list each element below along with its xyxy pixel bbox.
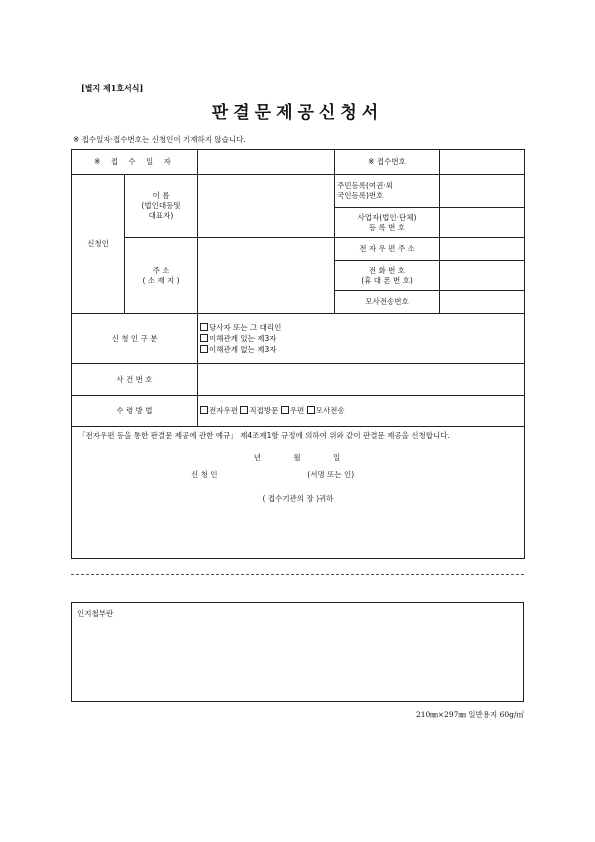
applicant-section-label: 신청인: [72, 175, 125, 314]
option-label: 이해관계 없는 제3자: [209, 345, 277, 354]
receipt-method-option-fax[interactable]: [307, 406, 345, 415]
checkbox-icon[interactable]: [281, 406, 289, 414]
name-label-line3: 대표자): [148, 211, 174, 220]
resident-number-label: [335, 175, 440, 208]
option-label: 우편: [289, 406, 305, 415]
applicant-type-option-party[interactable]: [200, 322, 522, 333]
checkbox-icon[interactable]: [200, 323, 208, 331]
checkbox-icon[interactable]: [307, 406, 315, 414]
option-label: 직접방문: [249, 406, 279, 415]
receipt-method-option-mail[interactable]: [281, 406, 305, 415]
fax-field[interactable]: [440, 291, 525, 314]
business-number-label-line2: 등 록 번 호: [368, 222, 406, 232]
receipt-number-label: ※ 접수번호: [335, 150, 440, 175]
day-label: 일: [333, 453, 343, 462]
date-line: [78, 453, 518, 463]
resident-number-label-line1: 주민등록(여권·외: [337, 181, 394, 190]
revenue-stamp-box: [71, 602, 524, 702]
notice-text: ※ 접수일자·접수번호는 신청인이 기재하지 않습니다.: [73, 135, 246, 144]
receipt-date-label: ※ 접 수 일 자: [72, 150, 198, 175]
business-number-label: [335, 208, 440, 238]
phone-label-line2: (휴 대 폰 번 호): [361, 275, 413, 285]
checkbox-icon[interactable]: [240, 406, 248, 414]
application-form-table: [71, 149, 525, 559]
resident-number-label-line2: 국인등록)번호: [337, 191, 384, 200]
case-number-label: 사 건 번 호: [72, 364, 198, 396]
signer-label: 신 청 인: [191, 470, 218, 479]
signature-line: [78, 470, 518, 480]
fax-label: 모사전송번호: [335, 291, 440, 314]
applicant-type-label: 신 청 인 구 분: [72, 314, 198, 364]
page-title: 판결문제공신청서: [211, 103, 384, 123]
business-number-label-line1: 사업자(법인·단체): [357, 212, 417, 222]
receipt-number-field: [440, 150, 525, 175]
resident-number-field[interactable]: [440, 175, 525, 208]
address-label-line1: 주 소: [152, 265, 170, 275]
case-number-field[interactable]: [198, 364, 525, 396]
receipt-date-field: [198, 150, 335, 175]
applicant-type-option-interested[interactable]: [200, 333, 522, 344]
checkbox-icon[interactable]: [200, 334, 208, 342]
form-number: [별지 제1호서식]: [81, 83, 144, 93]
applicant-type-option-uninterested[interactable]: [200, 344, 522, 355]
address-label-line2: ( 소 재 지 ): [142, 275, 180, 285]
checkbox-icon[interactable]: [200, 406, 208, 414]
stamp-label: 인지첩부란: [77, 609, 114, 618]
option-label: 이해관계 있는 제3자: [209, 334, 277, 343]
email-label: 전 자 우 편 주 소: [335, 238, 440, 261]
address-field[interactable]: [198, 238, 335, 314]
year-label: 년: [253, 453, 263, 462]
receipt-method-options: [198, 396, 525, 427]
declaration-text: 「전자우편 등을 통한 판결문 제공에 관한 예규」 제4조제1항 규정에 의하여 위와 같이 판결문 제공을 신청합니다.: [78, 431, 450, 440]
signature-label: (서명 또는 인): [307, 470, 355, 479]
cut-line: [71, 574, 524, 575]
applicant-type-options: [198, 314, 525, 364]
name-field[interactable]: [198, 175, 335, 238]
address-label: [125, 238, 198, 314]
name-label: [125, 175, 198, 238]
receipt-method-option-visit[interactable]: [240, 406, 278, 415]
name-label-line2: (법인대등및: [141, 201, 181, 210]
receipt-method-label: 수 령 방 법: [72, 396, 198, 427]
phone-field[interactable]: [440, 261, 525, 291]
option-label: 전자우편: [209, 406, 238, 415]
phone-label: [335, 261, 440, 291]
paper-spec: 210㎜×297㎜ 일반용지 60g/㎡: [415, 710, 524, 719]
name-label-line1: 이 름: [152, 191, 170, 200]
email-field[interactable]: [440, 238, 525, 261]
checkbox-icon[interactable]: [200, 345, 208, 353]
option-label: 당사자 또는 그 대리인: [209, 323, 282, 332]
business-number-field[interactable]: [440, 208, 525, 238]
phone-label-line1: 전 화 번 호: [368, 265, 406, 275]
month-label: 월: [293, 453, 303, 462]
option-label: 모사전송: [315, 406, 345, 415]
declaration-block: [72, 427, 525, 559]
receipt-method-option-email[interactable]: [200, 406, 238, 415]
addressee: ( 접수기관의 장 )귀하: [262, 494, 334, 503]
